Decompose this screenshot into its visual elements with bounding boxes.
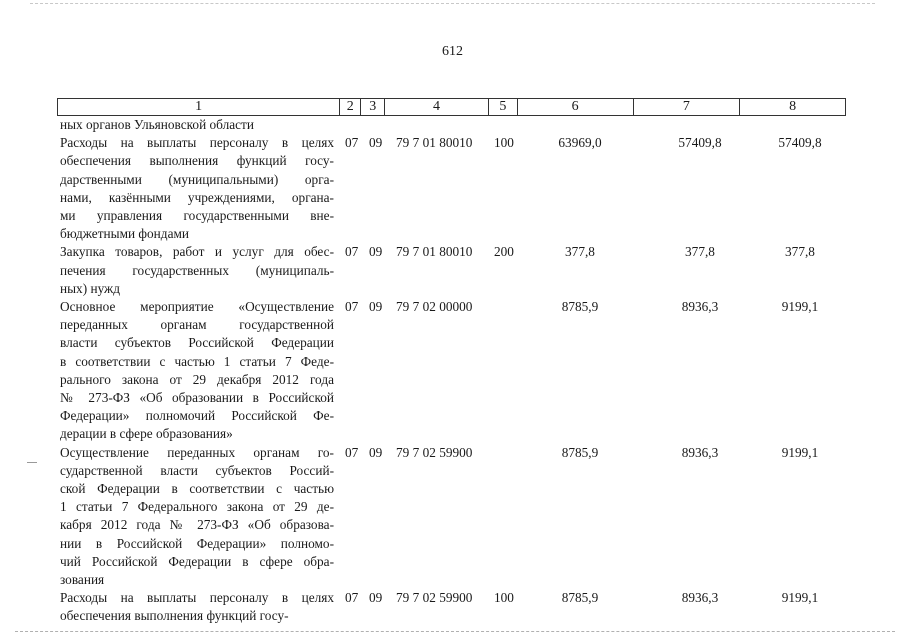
header-col-2: 2 bbox=[340, 99, 361, 115]
table-row bbox=[60, 589, 850, 625]
table-row bbox=[60, 298, 850, 444]
table-row bbox=[60, 134, 850, 243]
row-description bbox=[60, 243, 334, 298]
amount-col-6: 8785,9 bbox=[561, 444, 599, 460]
description-line: Закупка товаров, работ и услуг для обес- bbox=[60, 244, 334, 260]
table-row bbox=[60, 116, 850, 134]
description-line: Расходы на выплаты персоналу в целях bbox=[60, 135, 334, 151]
description-line: нами, казёнными учреждениями, органа- bbox=[60, 189, 334, 205]
description-line: Федерации» полномочий Российской Фе- bbox=[60, 408, 334, 424]
amount-col-6: 377,8 bbox=[565, 244, 595, 260]
expense-type-code: 200 bbox=[494, 244, 514, 260]
amount-col-8: 9199,1 bbox=[781, 590, 819, 606]
description-line: печения государственных (муниципаль- bbox=[60, 262, 334, 278]
amount-col-7: 8936,3 bbox=[681, 299, 719, 315]
amount-col-8: 9199,1 bbox=[781, 299, 819, 315]
description-line: в соответствии с частью 1 статьи 7 Феде- bbox=[60, 353, 334, 369]
amount-col-7: 8936,3 bbox=[681, 444, 719, 460]
subsection-code: 09 bbox=[369, 135, 383, 151]
table-row bbox=[60, 444, 850, 590]
description-line: ми управления государственными вне- bbox=[60, 208, 334, 224]
header-col-8: 8 bbox=[789, 99, 797, 114]
page-number: 612 bbox=[442, 44, 463, 59]
description-line: дарственными (муниципальными) орга- bbox=[60, 171, 334, 187]
description-line: переданных органам государственной bbox=[60, 317, 334, 333]
section-code: 07 bbox=[345, 244, 359, 260]
header-col-1: 1 bbox=[58, 99, 340, 115]
amount-col-7: 57409,8 bbox=[678, 135, 722, 151]
description-line: обеспечения выполнения функций госу- bbox=[60, 153, 334, 169]
table-row bbox=[60, 243, 850, 298]
amount-col-6: 8785,9 bbox=[561, 299, 599, 315]
section-code: 07 bbox=[345, 135, 359, 151]
header-col-4: 4 bbox=[385, 99, 489, 115]
amount-col-8: 57409,8 bbox=[778, 135, 822, 151]
expense-type-code: 100 bbox=[494, 590, 514, 606]
table-header bbox=[57, 98, 846, 116]
scan-speck bbox=[27, 462, 37, 463]
header-col-5: 5 bbox=[489, 99, 518, 115]
row-description bbox=[60, 134, 334, 243]
description-line: зования bbox=[60, 572, 105, 588]
description-line: ных органов Ульяновской области bbox=[60, 117, 254, 132]
description-line: Осуществление переданных органам го- bbox=[60, 444, 334, 460]
description-line: ской Федерации в соответствии с частью bbox=[60, 481, 334, 497]
target-article-code: 79 7 02 59900 bbox=[396, 590, 473, 606]
target-article-code: 79 7 02 00000 bbox=[396, 299, 473, 315]
scan-edge-bottom bbox=[15, 631, 895, 632]
description-line: обеспечения выполнения функций госу- bbox=[60, 608, 289, 624]
table-body bbox=[60, 116, 850, 626]
subsection-code: 09 bbox=[369, 299, 383, 315]
row-description bbox=[60, 116, 334, 134]
section-code: 07 bbox=[345, 590, 359, 606]
amount-col-7: 8936,3 bbox=[681, 590, 719, 606]
row-description bbox=[60, 298, 334, 444]
description-line: рального закона от 29 декабря 2012 года bbox=[60, 371, 334, 387]
section-code: 07 bbox=[345, 299, 359, 315]
description-line: 1 статьи 7 Федерального закона от 29 де- bbox=[60, 499, 334, 515]
description-line: Основное мероприятие «Осуществление bbox=[60, 299, 334, 315]
target-article-code: 79 7 01 80010 bbox=[396, 135, 473, 151]
description-line: чий Российской Федерации в сфере обра- bbox=[60, 553, 334, 569]
subsection-code: 09 bbox=[369, 244, 383, 260]
description-line: ных) нужд bbox=[60, 280, 120, 296]
row-description bbox=[60, 444, 334, 590]
description-line: власти субъектов Российской Федерации bbox=[60, 335, 334, 351]
description-line: дерации в сфере образования» bbox=[60, 426, 233, 442]
description-line: бюджетными фондами bbox=[60, 226, 189, 242]
header-col-7: 7 bbox=[634, 99, 741, 115]
target-article-code: 79 7 01 80010 bbox=[396, 244, 473, 260]
description-line: кабря 2012 года № 273-ФЗ «Об образова- bbox=[60, 517, 334, 533]
amount-col-8: 377,8 bbox=[785, 244, 815, 260]
scan-edge-top bbox=[30, 3, 875, 4]
amount-col-8: 9199,1 bbox=[781, 444, 819, 460]
row-description bbox=[60, 589, 334, 625]
description-line: Расходы на выплаты персоналу в целях bbox=[60, 590, 334, 606]
amount-col-6: 8785,9 bbox=[561, 590, 599, 606]
expense-type-code: 100 bbox=[494, 135, 514, 151]
subsection-code: 09 bbox=[369, 590, 383, 606]
amount-col-6: 63969,0 bbox=[558, 135, 602, 151]
description-line: нии в Российской Федерации» полномо- bbox=[60, 535, 334, 551]
description-line: № 273-ФЗ «Об образовании в Российской bbox=[60, 390, 334, 406]
amount-col-7: 377,8 bbox=[685, 244, 715, 260]
target-article-code: 79 7 02 59900 bbox=[396, 444, 473, 460]
description-line: сударственной власти субъектов Россий- bbox=[60, 462, 334, 478]
section-code: 07 bbox=[345, 444, 359, 460]
header-col-6: 6 bbox=[518, 99, 634, 115]
header-col-3: 3 bbox=[361, 99, 385, 115]
subsection-code: 09 bbox=[369, 444, 383, 460]
